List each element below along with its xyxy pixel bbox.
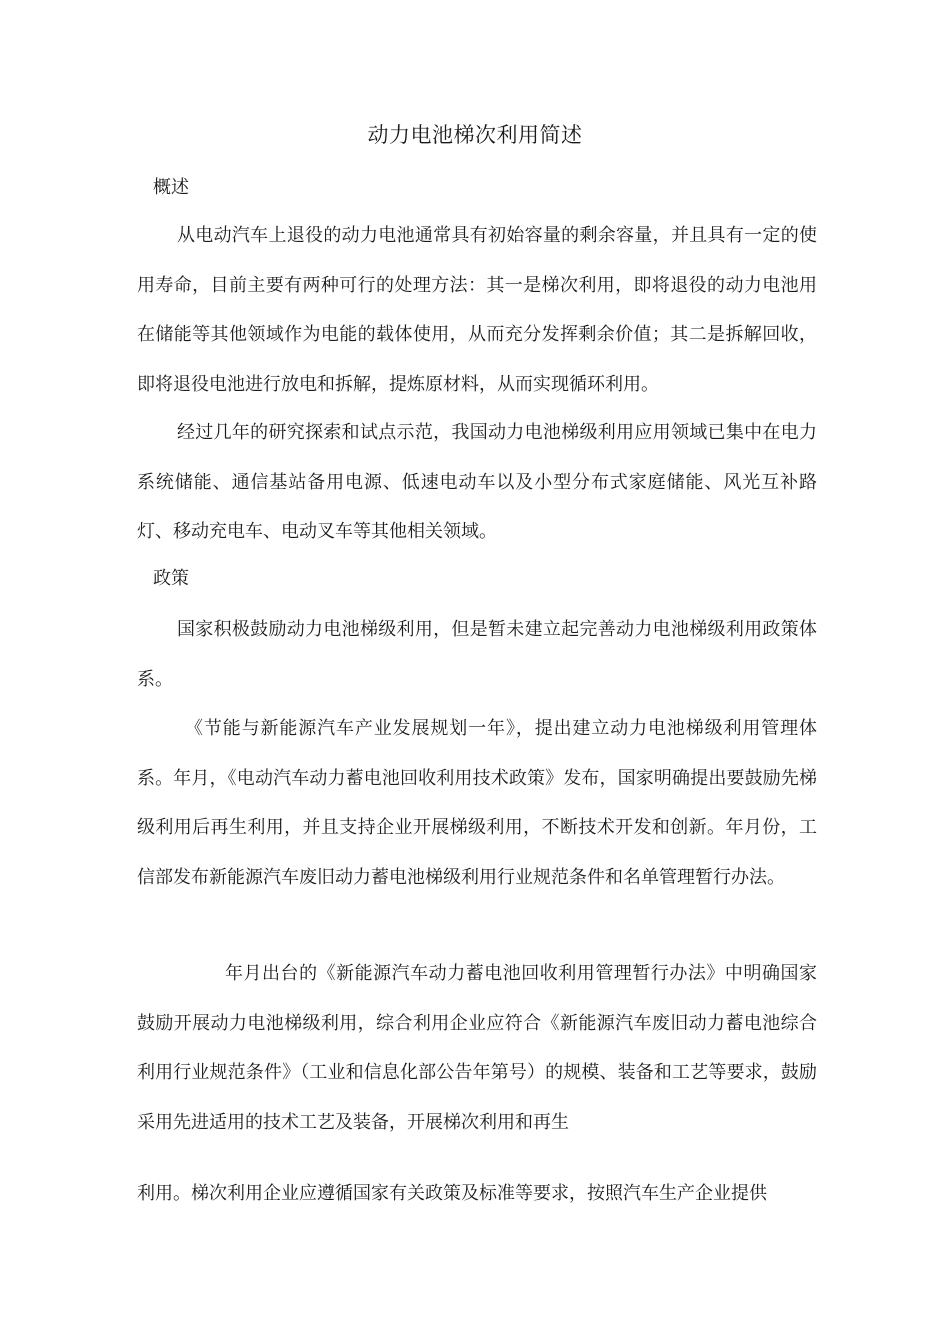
- paragraph: 《节能与新能源汽车产业发展规划一年》，提出建立动力电池梯级利用管理体系。年月，《电动汽车动力蓄电池回收利用技术政策》发布，国家明确提出要鼓励先梯级利用后再生利用，并且支持企业开展梯级利用，不断技术开发和创新。年月份，工信部发布新能源汽车废旧动力蓄电池梯级利用行业规范条件和名单管理暂行办法。: [137, 718, 817, 888]
- paragraph: 国家积极鼓励动力电池梯级利用，但是暂未建立起完善动力电池梯级利用政策体系。: [137, 619, 817, 690]
- section-heading-policy: 政策: [153, 568, 189, 589]
- paragraph: 年月出台的《新能源汽车动力蓄电池回收利用管理暂行办法》中明确国家鼓励开展动力电池梯级利用，综合利用企业应符合《新能源汽车废旧动力蓄电池综合利用行业规范条件》（工业和信息化部公告年第号）的规模、装备和工艺等要求，鼓励采用先进适用的技术工艺及装备，开展梯次利用和再生: [137, 963, 817, 1133]
- paragraph: 从电动汽车上退役的动力电池通常具有初始容量的剩余容量，并且具有一定的使用寿命，目前主要有两种可行的处理方法：其一是梯次利用，即将退役的动力电池用在储能等其他领域作为电能的载体使用，从而充分发挥剩余价值；其二是拆解回收，即将退役电池进行放电和拆解，提炼原材料，从而实现循环利用。: [137, 225, 817, 395]
- paragraph: 经过几年的研究探索和试点示范，我国动力电池梯级利用应用领域已集中在电力系统储能、通信基站备用电源、低速电动车以及小型分布式家庭储能、风光互补路灯、移动充电车、电动叉车等其他相关领域。: [137, 422, 817, 542]
- section-heading-overview: 概述: [153, 177, 189, 198]
- paragraph: 利用。梯次利用企业应遵循国家有关政策及标准等要求，按照汽车生产企业提供: [137, 1183, 767, 1204]
- document-title: 动力电池梯次利用简述: [367, 123, 583, 147]
